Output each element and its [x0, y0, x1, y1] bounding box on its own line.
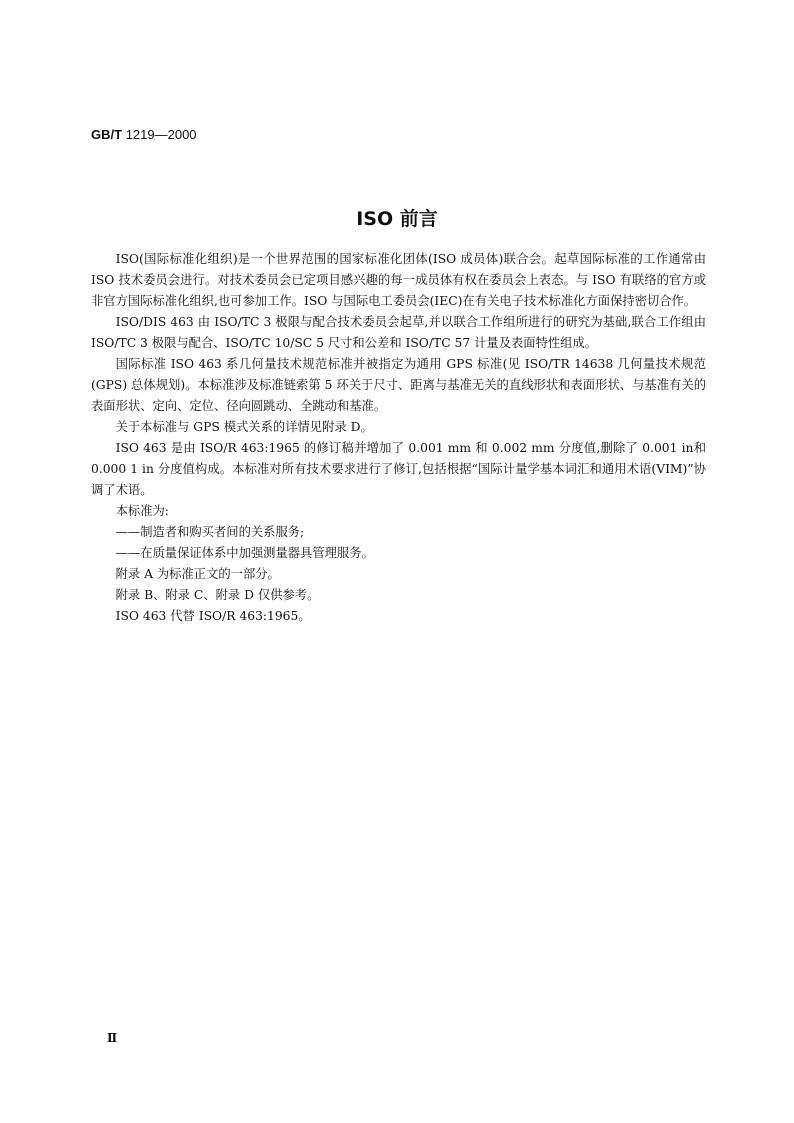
page-number: Ⅱ	[107, 1031, 118, 1045]
standard-code: GB/T	[91, 127, 123, 142]
paragraph: ISO(国际标准化组织)是一个世界范围的国家标准化团体(ISO 成员体)联合会。起草国际标准的工作通常由 ISO 技术委员会进行。对技术委员会已定项目感兴趣的每一成员体有权在委员会上表态。与 ISO 有联络的官方或非官方国际标准化组织,也可参加工作。ISO 与国际电工委员会(IEC)在有关电子技术标准化方面保持密切合作。	[91, 252, 706, 308]
section-title: ISO 前言	[356, 208, 438, 230]
paragraph: 关于本标准与 GPS 模式关系的详情见附录 D。	[115, 420, 373, 434]
paragraph: ISO/DIS 463 由 ISO/TC 3 极限与配合技术委员会起草,并以联合工作组所进行的研究为基础,联合工作组由 ISO/TC 3 极限与配合、ISO/TC 10/SC 5 尺寸和公差和 ISO/TC 57 计量及表面特性组成。	[91, 315, 706, 350]
foreword-body	[91, 249, 706, 627]
paragraph: 附录 B、附录 C、附录 D 仅供参考。	[115, 588, 320, 602]
paragraph: ISO 463 是由 ISO/R 463:1965 的修订稿并增加了 0.001 mm 和 0.002 mm 分度值,删除了 0.001 in和 0.000 1 in 分度值构成。本标准对所有技术要求进行了修订,包括根据“国际计量学基本词汇和通用术语(VIM)”协调了术语。	[91, 441, 706, 497]
paragraph: ISO 463 代替 ISO/R 463:1965。	[115, 609, 311, 623]
paragraph: 国际标准 ISO 463 系几何量技术规范标准并被指定为通用 GPS 标准(见 ISO/TR 14638 几何量技术规范(GPS) 总体规划)。本标准涉及标准链索第 5 环关于尺寸、距离与基准无关的直线形状和表面形状、与基准有关的表面形状、定向、定位、径向圆跳动、全跳动和基准。	[91, 357, 706, 413]
standard-number: 1219—2000	[125, 127, 197, 142]
paragraph: 本标准为:	[115, 504, 169, 518]
list-item: ——制造者和购买者间的关系服务;	[115, 525, 305, 539]
list-item: ——在质量保证体系中加强测量器具管理服务。	[115, 546, 374, 560]
document-header	[91, 127, 197, 142]
paragraph: 附录 A 为标准正文的一部分。	[115, 567, 280, 581]
